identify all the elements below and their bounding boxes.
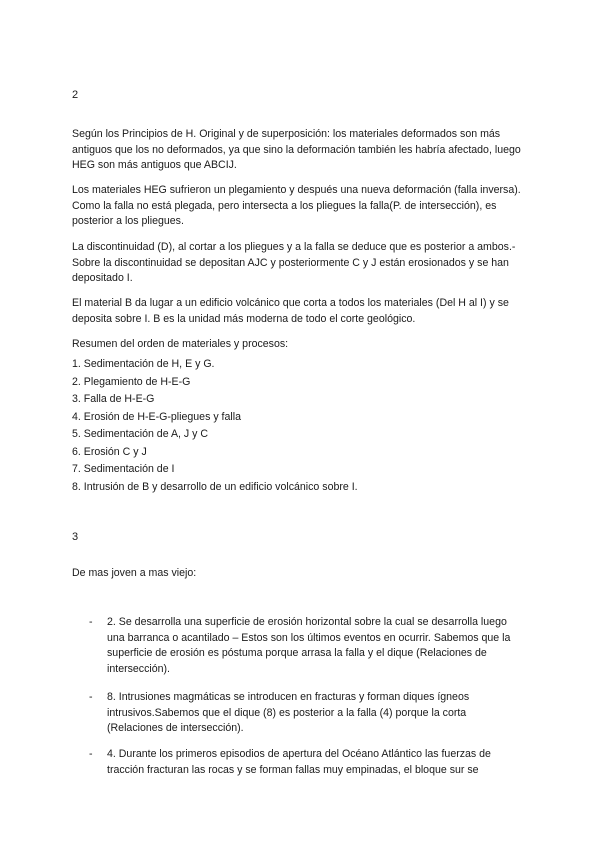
section-2-number: 2: [72, 89, 79, 101]
list-item-faults: 4. Durante los primeros episodios de apertura del Océano Atlántico las fuerzas de tracción fracturan las rocas y se forman fallas muy empinadas, el bloque sur se: [107, 748, 491, 776]
bullet-dash: -: [89, 616, 93, 628]
summary-title: Resumen del orden de materiales y procesos:: [72, 338, 289, 350]
summary-step: 6. Erosión C y J: [72, 446, 147, 458]
paragraph-principles: Según los Principios de H. Original y de superposición: los materiales deformados son más antiguos que los no deformados, ya que sino la deformación también les habría afectado, luego HEG son más antiguos que ABCIJ.: [72, 128, 521, 171]
paragraph-discontinuity: La discontinuidad (D), al cortar a los pliegues y a la falla se deduce que es posterior a ambos.-Sobre la discontinuidad se depositan AJC y posteriormente C y J están erosionados y se han depositado I.: [72, 241, 516, 284]
summary-step: 7. Sedimentación de I: [72, 463, 175, 475]
summary-step: 2. Plegamiento de H-E-G: [72, 376, 191, 388]
bullet-dash: -: [89, 748, 93, 760]
summary-step: 8. Intrusión de B y desarrollo de un edificio volcánico sobre I.: [72, 481, 358, 493]
summary-step: 1. Sedimentación de H, E y G.: [72, 358, 215, 370]
paragraph-volcanic: El material B da lugar a un edificio volcánico que corta a todos los materiales (Del H al I) y se deposita sobre I. B es la unidad más moderna de todo el corte geológico.: [72, 297, 509, 325]
summary-step: 5. Sedimentación de A, J y C: [72, 428, 209, 440]
list-item-intrusions: 8. Intrusiones magmáticas se introducen en fracturas y forman diques ígneos intrusivos.Sabemos que el dique (8) es posterior a la falla (4) porque la corta (Relaciones de intersección).: [107, 691, 470, 734]
section-3-number: 3: [72, 531, 79, 543]
section-3-intro: De mas joven a mas viejo:: [72, 567, 197, 579]
summary-step: 4. Erosión de H-E-G-pliegues y falla: [72, 411, 241, 423]
list-item-erosion-surface: 2. Se desarrolla una superficie de erosión horizontal sobre la cual se desarrolla luego una barranca o acantilado – Estos son los últimos eventos en ocurrir. Sabemos que la superficie de erosión es póstuma porque arrasa la falla y el dique (Relaciones de intersección).: [107, 616, 511, 675]
summary-step: 3. Falla de H-E-G: [72, 393, 155, 405]
paragraph-folding: Los materiales HEG sufrieron un plegamiento y después una nueva deformación (falla inversa). Como la falla no está plegada, pero intersecta a los pliegues la falla(P. de intersección), es posterior a los pliegues.: [72, 184, 521, 227]
bullet-dash: -: [89, 691, 93, 703]
